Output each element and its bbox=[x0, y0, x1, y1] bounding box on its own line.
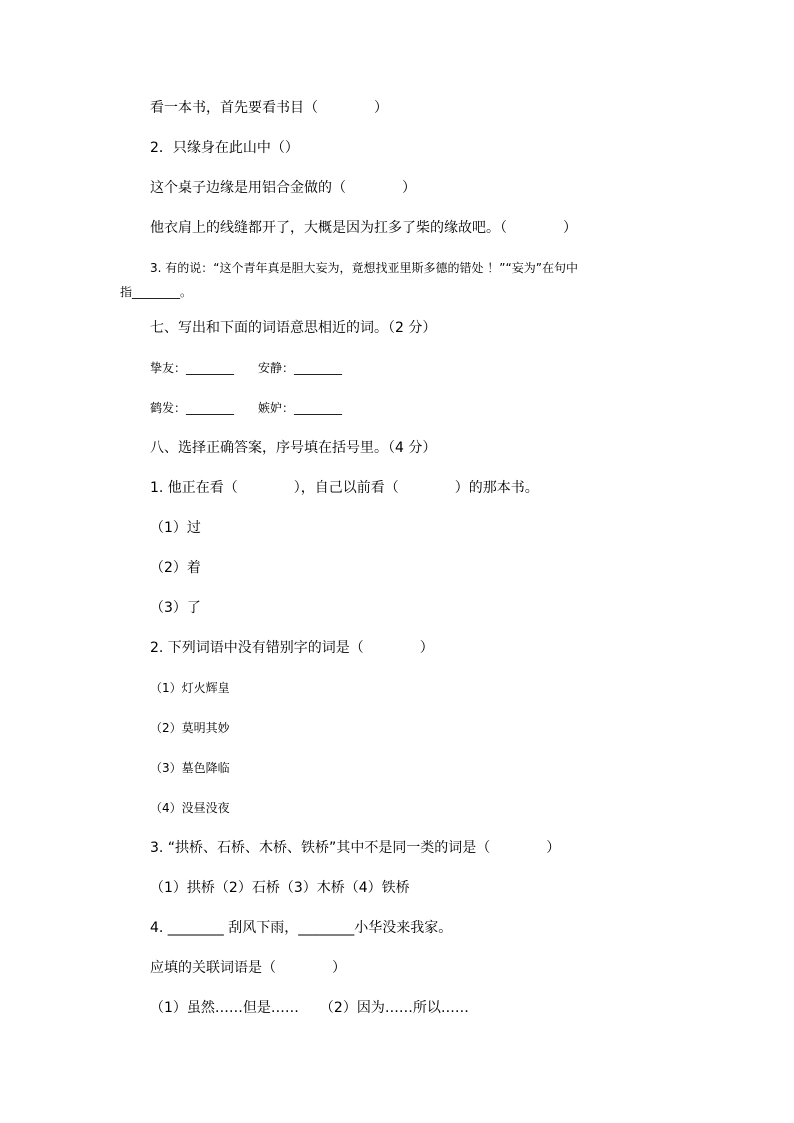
option: （1）灯火辉皇 bbox=[150, 681, 230, 695]
option: （1）虽然……但是…… （2）因为……所以…… bbox=[150, 1000, 469, 1016]
question: 2. 下列词语中没有错别字的词是（ ） bbox=[150, 640, 434, 656]
text-line: 指________。 bbox=[120, 285, 193, 299]
option: （2）莫明其妙 bbox=[150, 721, 230, 735]
text-line: 看一本书，首先要看书目（ ） bbox=[150, 100, 388, 116]
question: 4. ________ 刮风下雨，________小华没来我家。 bbox=[150, 920, 453, 936]
option: （3）了 bbox=[150, 600, 201, 616]
section-heading: 七、写出和下面的词语意思相近的词。（2 分） bbox=[150, 320, 437, 336]
option: （4）没昼没夜 bbox=[150, 801, 230, 815]
question: 应填的关联词语是（ ） bbox=[150, 960, 346, 976]
question: 3. “拱桥、石桥、木桥、铁桥”其中不是同一类的词是（ ） bbox=[150, 840, 561, 856]
text-line: 鹤发：________ 嫉妒：________ bbox=[150, 401, 343, 415]
section-heading: 八、选择正确答案，序号填在括号里。（4 分） bbox=[150, 440, 437, 456]
option: （1）拱桥（2）石桥（3）木桥（4）铁桥 bbox=[150, 880, 410, 896]
text-line: 3. 有的说：“这个青年真是胆大妄为，竟想找亚里斯多德的错处 ！”“妄为”在句中 bbox=[150, 261, 578, 275]
text-line: 他衣肩上的线缝都开了，大概是因为扛多了柴的缘故吧。（ ） bbox=[150, 220, 577, 236]
option: （3）墓色降临 bbox=[150, 761, 230, 775]
option: （2）着 bbox=[150, 560, 201, 576]
option: （1）过 bbox=[150, 520, 201, 536]
question: 1. 他正在看（ ），自己以前看（ ）的那本书。 bbox=[150, 480, 539, 496]
text-line: 挚友：________ 安静：________ bbox=[150, 361, 343, 375]
text-line: 2．只缘身在此山中（） bbox=[150, 140, 299, 156]
text-line: 这个桌子边缘是用铝合金做的（ ） bbox=[150, 180, 416, 196]
